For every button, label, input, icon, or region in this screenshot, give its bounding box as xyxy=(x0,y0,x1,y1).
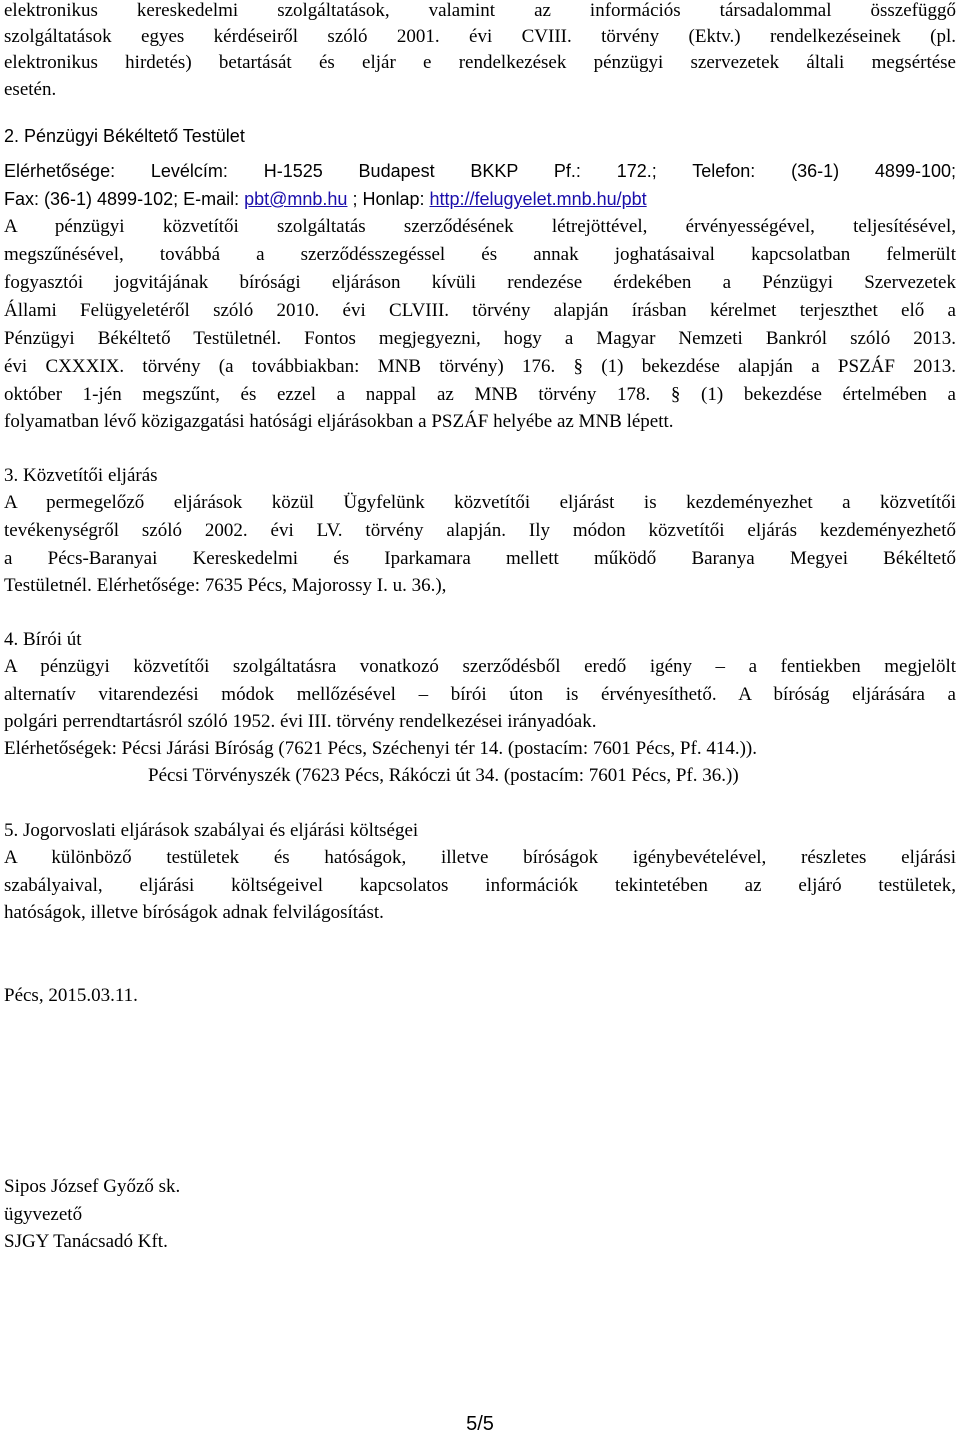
body-text-line: Testületnél. Elérhetősége: 7635 Pécs, Majorossy I. u. 36.), xyxy=(4,575,447,596)
signatory-title: ügyvezető xyxy=(4,1204,83,1225)
page-number: 5/5 xyxy=(466,1413,494,1435)
body-text-line: szabályaival, eljárási költségeivel kapcsolatos információk tekintetében az eljáró testületek, xyxy=(4,875,956,896)
body-text-line: Pénzügyi Békéltető Testületnél. Fontos megjegyezni, hogy a Magyar Nemzeti Bankról szóló 2013. xyxy=(4,328,956,349)
contact-line xyxy=(4,186,956,213)
company-name: SJGY Tanácsadó Kft. xyxy=(4,1231,168,1252)
website-link[interactable]: http://felugyelet.mnb.hu/pbt xyxy=(429,189,647,209)
court-contact-line: Pécsi Törvényszék (7623 Pécs, Rákóczi út 34. (postacím: 7601 Pécs, Pf. 36.)) xyxy=(148,765,739,786)
body-text-line: esetén. xyxy=(4,79,57,100)
body-text-line: Állami Felügyeletéről szóló 2010. évi CLVIII. törvény alapján írásban kérelmet terjeszthet elő a xyxy=(4,300,956,321)
body-text-line: A különböző testületek és hatóságok, illetve bíróságok igénybevételével, részletes eljárási xyxy=(4,847,956,868)
section-heading: 2. Pénzügyi Békéltető Testület xyxy=(4,126,245,146)
body-text-line: elektronikus kereskedelmi szolgáltatások, valamint az információs társadalommal összefüggő xyxy=(4,0,956,21)
section-heading: 4. Bírói út xyxy=(4,629,82,650)
body-text-line: fogyasztói jogvitájának bírósági eljáráson kívüli rendezése érdekében a Pénzügyi Szervezetek xyxy=(4,272,956,293)
body-text-line: tevékenységről szóló 2002. évi LV. törvény alapján. Ily módon közvetítői eljárás kezdeményezhető xyxy=(4,520,956,541)
body-text-line: a Pécs-Baranyai Kereskedelmi és Iparkamara mellett működő Baranya Megyei Békéltető xyxy=(4,548,956,569)
body-text-line: megszűnésével, továbbá a szerződésszegéssel és annak joghatásaival kapcsolatban felmerült xyxy=(4,244,956,265)
body-text-line: A permegelőző eljárások közül Ügyfelünk közvetítői eljárást is kezdeményezhet a közvetítői xyxy=(4,492,956,513)
section-heading: 5. Jogorvoslati eljárások szabályai és eljárási költségei xyxy=(4,820,419,841)
body-text-line: évi CXXXIX. törvény (a továbbiakban: MNB törvény) 176. § (1) bekezdése alapján a PSZÁF 2013. xyxy=(4,356,956,377)
body-text-line: folyamatban lévő közigazgatási hatósági eljárásokban a PSZÁF helyébe az MNB lépett. xyxy=(4,411,674,432)
body-text-line: A pénzügyi közvetítői szolgáltatás szerződésének létrejöttével, érvényességével, teljesítésével, xyxy=(4,216,956,237)
closing-date: Pécs, 2015.03.11. xyxy=(4,985,138,1006)
body-text-line: A pénzügyi közvetítői szolgáltatásra vonatkozó szerződésből eredő igény – a fentiekben megjelölt xyxy=(4,656,956,677)
body-text-line: alternatív vitarendezési módok mellőzésével – bírói úton is érvényesíthető. A bíróság eljárására a xyxy=(4,684,956,705)
contact-line: Elérhetősége: Levélcím: H-1525 Budapest BKKP Pf.: 172.; Telefon: (36-1) 4899-100; xyxy=(4,161,956,181)
email-link[interactable]: pbt@mnb.hu xyxy=(244,189,348,209)
body-text-line: hatóságok, illetve bíróságok adnak felvilágosítást. xyxy=(4,902,384,923)
body-text-line: elektronikus hirdetés) betartását és eljár e rendelkezések pénzügyi szervezetek általi megsértése xyxy=(4,52,956,73)
body-text-line: október 1-jén megszűnt, és ezzel a nappal az MNB törvény 178. § (1) bekezdése értelmében a xyxy=(4,384,956,405)
body-text-line: polgári perrendtartásról szóló 1952. évi III. törvény rendelkezései irányadóak. xyxy=(4,711,597,732)
body-text-line: szolgáltatások egyes kérdéseiről szóló 2001. évi CVIII. törvény (Ektv.) rendelkezéseinek (pl. xyxy=(4,26,956,47)
section-heading: 3. Közvetítői eljárás xyxy=(4,465,158,486)
fax-text: Fax: (36-1) 4899-102; E-mail: xyxy=(4,189,245,209)
signatory-name: Sipos József Győző sk. xyxy=(4,1176,181,1197)
website-label: ; Honlap: xyxy=(347,189,430,209)
court-contact-line: Elérhetőségek: Pécsi Járási Bíróság (7621 Pécs, Széchenyi tér 14. (postacím: 7601 Pécs, Pf. 414.)). xyxy=(4,738,757,759)
